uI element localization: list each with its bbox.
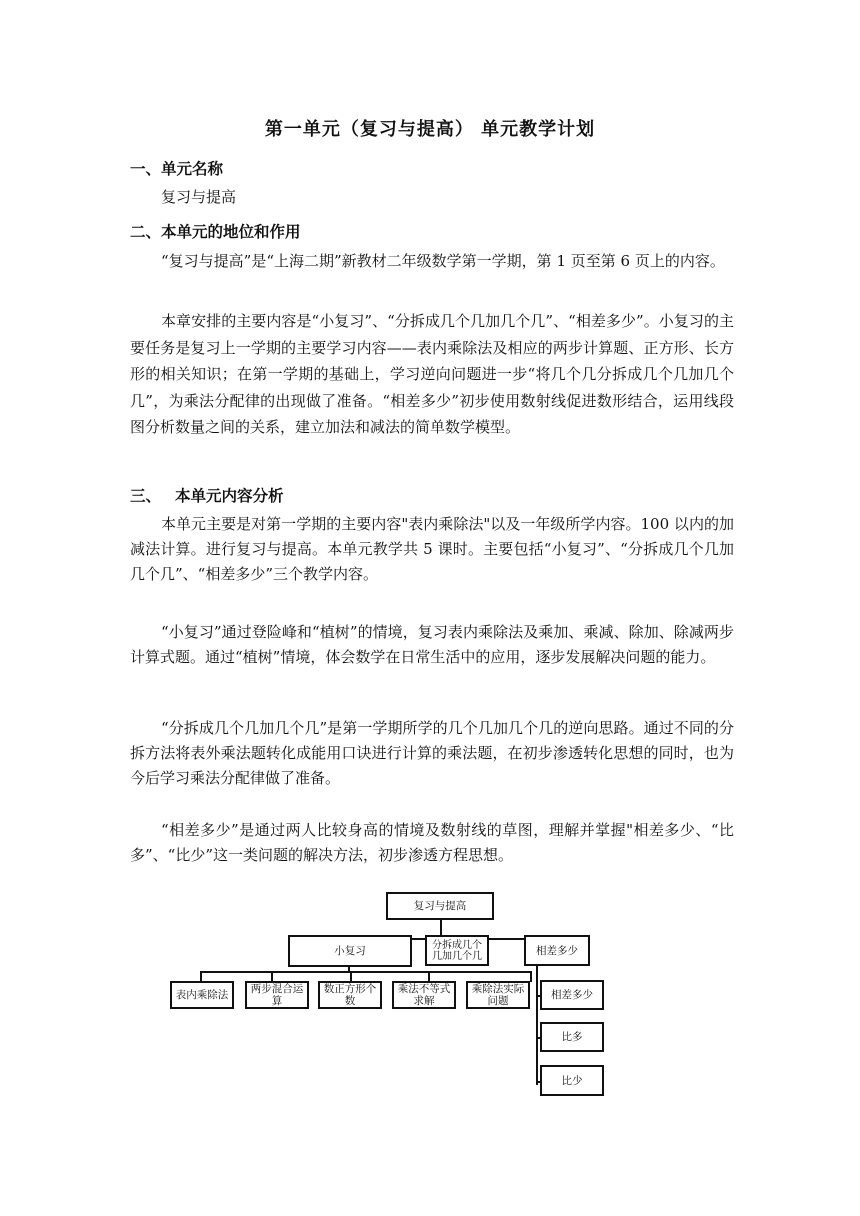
section-2-heading: 二、本单元的地位和作用 (130, 223, 301, 241)
section-1-paragraph-1: 复习与提高 (161, 188, 237, 206)
diagram-diff-box: 相差多少 (524, 935, 590, 966)
section-3-paragraph-4: “相差多少”是通过两人比较身高的情境及数射线的草图，理解并掌握"相差多少、“比多”、“比少”这一类问题的解决方法，初步渗透方程思想。 (130, 821, 734, 864)
section-3-paragraph-1: 本单元主要是对第一学期的主要内容"表内乘除法"以及一年级所学内容。100 以内的加减法计算。进行复习与提高。本单元教学共 5 课时。主要包括“小复习”、“分拆成几个几加几个几”、“相差多少”三个教学内容。 (130, 515, 734, 583)
diagram-diff-item-3: 比少 (540, 1065, 604, 1096)
diagram-review-item-4: 乘法不等式求解 (392, 981, 456, 1009)
section-3-heading-text: 本单元内容分析 (175, 487, 284, 505)
section-3-heading-number: 三、 (130, 487, 162, 505)
section-2-paragraph-1: “复习与提高”是“上海二期”新教材二年级数学第一学期，第 1 页至第 6 页上的内容。 (161, 252, 725, 270)
section-3-paragraph-3: “分拆成几个几加几个几”是第一学期所学的几个几加几个几的逆向思路。通过不同的分拆方法将表外乘法题转化成能用口诀进行计算的乘法题，在初步渗透转化思想的同时，也为今后学习乘法分配律做了准备。 (130, 719, 734, 787)
section-3-paragraph-2: “小复习”通过登险峰和“植树”的情境，复习表内乘除法及乘加、乘减、除加、除减两步计算式题。通过“植树”情境，体会数学在日常生活中的应用，逐步发展解决问题的能力。 (130, 623, 734, 666)
unit-structure-diagram (160, 884, 610, 1099)
section-3-heading (130, 484, 284, 506)
diagram-review-item-2: 两步混合运算 (245, 981, 309, 1009)
diagram-review-box: 小复习 (288, 935, 412, 967)
section-1-heading: 一、单元名称 (130, 160, 224, 178)
document-title: 第一单元（复习与提高） 单元教学计划 (264, 119, 596, 140)
diagram-review-item-3: 数正方形个数 (318, 981, 382, 1009)
section-2-paragraph-2: 本章安排的主要内容是“小复习”、“分拆成几个几加几个几”、“相差多少”。小复习的主要任务是复习上一学期的主要学习内容——表内乘除法及相应的两步计算题、正方形、长方形的相关知识；在第一学期的基础上，学习逆向问题进一步“将几个几分拆成几个几加几个几”，为乘法分配律的出现做了准备。“相差多少”初步使用数射线促进数形结合，运用线段图分析数量之间的关系，建立加法和减法的简单数学模型。 (130, 312, 734, 436)
diagram-diff-item-2: 比多 (540, 1022, 604, 1052)
diagram-review-item-5: 乘除法实际问题 (466, 981, 530, 1009)
diagram-root-box: 复习与提高 (386, 892, 494, 920)
diagram-diff-item-1: 相差多少 (540, 980, 604, 1010)
diagram-split-box: 分拆成几个几加几个几 (425, 935, 489, 966)
diagram-review-item-1: 表内乘除法 (170, 981, 234, 1009)
